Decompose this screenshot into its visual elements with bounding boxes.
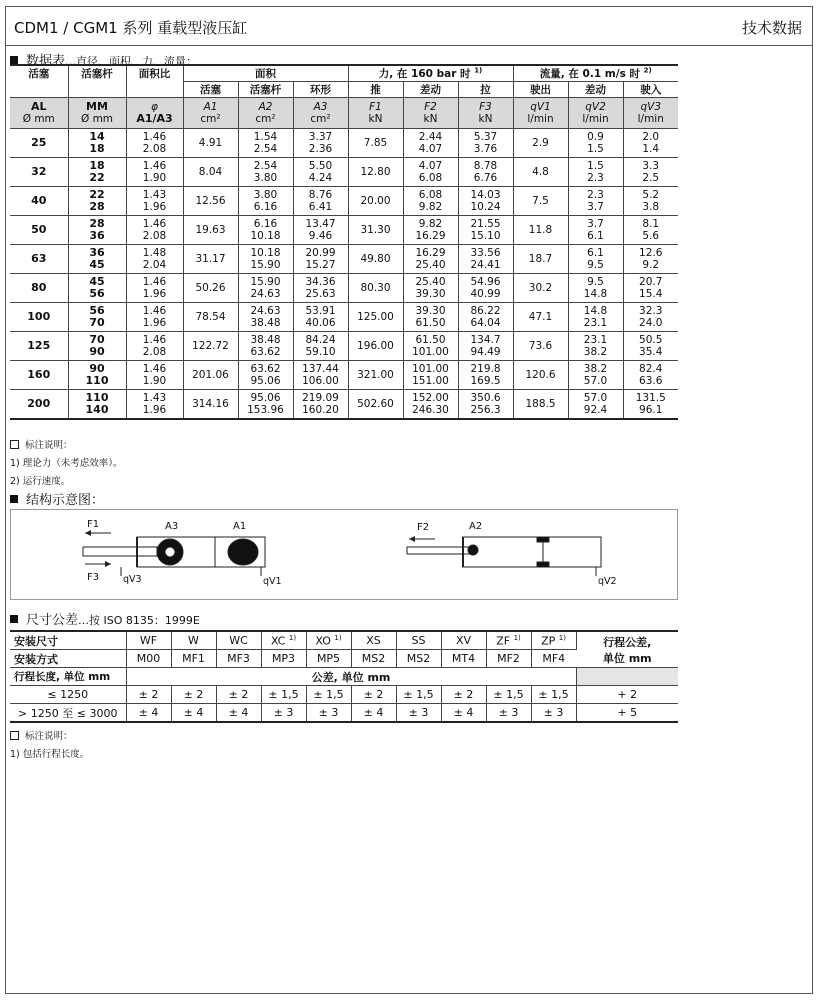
tolerance-value: ± 3 — [531, 704, 576, 723]
tolerance-value: ± 2 — [126, 686, 171, 704]
col-rod: 活塞杆 — [68, 65, 126, 82]
tolerance-unit-label: 公差, 单位 mm — [126, 668, 576, 686]
cell-mm: 18 22 — [68, 158, 126, 187]
cell-phi: 1.46 1.96 — [126, 303, 183, 332]
cell-a2: 3.80 6.16 — [238, 187, 293, 216]
label-f1: F1 — [87, 519, 100, 530]
cell-phi: 1.48 2.04 — [126, 245, 183, 274]
mount-8: MF2 — [486, 650, 531, 668]
tolerance-value: ± 1,5 — [486, 686, 531, 704]
cylinder-schematic — [11, 510, 677, 599]
mount-6: MS2 — [396, 650, 441, 668]
cell-f1: 49.80 — [348, 245, 403, 274]
cell-a2: 95.06 153.96 — [238, 390, 293, 420]
table-row — [10, 390, 678, 420]
table-row — [10, 332, 678, 361]
cell-q1: 120.6 — [513, 361, 568, 390]
col-force-pull: 拉 — [458, 82, 513, 98]
cell-mm: 45 56 — [68, 274, 126, 303]
cell-a1: 31.17 — [183, 245, 238, 274]
cell-mm: 90 110 — [68, 361, 126, 390]
cell-q1: 11.8 — [513, 216, 568, 245]
tolerance-value: ± 3 — [396, 704, 441, 723]
dim-xs: XS — [351, 631, 396, 650]
tolerance-value: ± 4 — [171, 704, 216, 723]
section-tolerance-title: 尺寸公差…按 ISO 8135：1999E — [10, 609, 200, 628]
cell-a3: 8.76 6.41 — [293, 187, 348, 216]
cell-a2: 6.16 10.18 — [238, 216, 293, 245]
cell-a3: 137.44 106.00 — [293, 361, 348, 390]
cell-q1: 4.8 — [513, 158, 568, 187]
cell-q2: 0.9 1.5 — [568, 129, 623, 158]
cell-a2: 15.90 24.63 — [238, 274, 293, 303]
header-right-label: 技术数据 — [741, 19, 802, 37]
section-diagram-title: 结构示意图： — [10, 489, 104, 508]
structure-diagram — [10, 509, 678, 600]
cell-f1: 196.00 — [348, 332, 403, 361]
table-row — [10, 216, 678, 245]
cell-al: 63 — [10, 245, 68, 274]
tolerance-value: ± 2 — [171, 686, 216, 704]
cell-f1: 20.00 — [348, 187, 403, 216]
tolerance-value: ± 2 — [351, 686, 396, 704]
tolerance-value: ± 4 — [216, 704, 261, 723]
cell-mm: 70 90 — [68, 332, 126, 361]
table-row — [10, 361, 678, 390]
arrow-f1-head — [85, 530, 91, 536]
tolerance-value: ± 3 — [306, 704, 351, 723]
tolerance-value: ± 3 — [261, 704, 306, 723]
col-area: 面积 — [183, 65, 348, 82]
cell-a1: 19.63 — [183, 216, 238, 245]
cell-q1: 30.2 — [513, 274, 568, 303]
cylinder-right — [407, 537, 601, 576]
cell-mm: 14 18 — [68, 129, 126, 158]
cell-al: 50 — [10, 216, 68, 245]
cell-f1: 125.00 — [348, 303, 403, 332]
col-area-rod: 活塞杆 — [238, 82, 293, 98]
cell-al: 40 — [10, 187, 68, 216]
dim-xo: XO $^{1)}$ — [306, 631, 351, 650]
mount-2: MF3 — [216, 650, 261, 668]
mount-5: MS2 — [351, 650, 396, 668]
stroke-range: > 1250 至 ≤ 3000 — [10, 704, 126, 723]
tolerance-table — [10, 630, 678, 723]
cell-f2: 152.00 246.30 — [403, 390, 458, 420]
cell-q3: 82.4 63.6 — [623, 361, 678, 390]
cell-q3: 3.3 2.5 — [623, 158, 678, 187]
row-label-mount-type: 安装方式 — [10, 650, 126, 668]
label-f3: F3 — [87, 572, 100, 583]
tolerance-value: ± 3 — [486, 704, 531, 723]
cell-al: 100 — [10, 303, 68, 332]
cell-f2: 9.82 16.29 — [403, 216, 458, 245]
cell-f3: 134.7 94.49 — [458, 332, 513, 361]
cell-f1: 502.60 — [348, 390, 403, 420]
cell-f2: 4.07 6.08 — [403, 158, 458, 187]
cell-a2: 10.18 15.90 — [238, 245, 293, 274]
section-data-table-title: 数据表…直径、面积、力、流量： — [10, 50, 197, 69]
tolerance-value: ± 1,5 — [531, 686, 576, 704]
tolerance-value: ± 1,5 — [396, 686, 441, 704]
mount-4: MP5 — [306, 650, 351, 668]
dim-zf: ZF $^{1)}$ — [486, 631, 531, 650]
cell-q2: 14.8 23.1 — [568, 303, 623, 332]
cell-q3: 12.6 9.2 — [623, 245, 678, 274]
cell-mm: 22 28 — [68, 187, 126, 216]
col-flow-diff: 差动 — [568, 82, 623, 98]
label-a3: A3 — [165, 521, 179, 532]
cell-phi: 1.46 1.96 — [126, 274, 183, 303]
tolerance-value: ± 1,5 — [306, 686, 351, 704]
cell-phi: 1.43 1.96 — [126, 187, 183, 216]
cell-a3: 84.24 59.10 — [293, 332, 348, 361]
cell-a3: 34.36 25.63 — [293, 274, 348, 303]
cell-a2: 2.54 3.80 — [238, 158, 293, 187]
cell-a1: 122.72 — [183, 332, 238, 361]
arrow-f3-head — [105, 561, 111, 567]
cell-phi: 1.46 1.90 — [126, 361, 183, 390]
cell-q3: 2.0 1.4 — [623, 129, 678, 158]
cell-q2: 23.1 38.2 — [568, 332, 623, 361]
cell-q1: 188.5 — [513, 390, 568, 420]
tolerance-value: ± 4 — [441, 704, 486, 723]
mount-9: MF4 — [531, 650, 576, 668]
cell-q1: 7.5 — [513, 187, 568, 216]
label-qv1: qV1 — [263, 576, 282, 587]
note-box-icon — [10, 731, 19, 740]
cell-q2: 9.5 14.8 — [568, 274, 623, 303]
cell-a1: 314.16 — [183, 390, 238, 420]
cell-al: 160 — [10, 361, 68, 390]
bullet-square-icon — [10, 495, 18, 503]
col-force-diff: 差动 — [403, 82, 458, 98]
cell-a3: 219.09 160.20 — [293, 390, 348, 420]
cell-a2: 63.62 95.06 — [238, 361, 293, 390]
table-row — [10, 686, 678, 704]
cell-q3: 32.3 24.0 — [623, 303, 678, 332]
arrow-f2-head — [409, 536, 415, 542]
label-f2: F2 — [417, 522, 430, 533]
cell-a2: 38.48 63.62 — [238, 332, 293, 361]
bullet-square-icon — [10, 56, 18, 64]
dim-xc: XC $^{1)}$ — [261, 631, 306, 650]
col-area-piston: 活塞 — [183, 82, 238, 98]
stroke-tolerance-header: 行程公差, 单位 mm — [576, 631, 678, 668]
cell-f1: 321.00 — [348, 361, 403, 390]
cell-mm: 36 45 — [68, 245, 126, 274]
cell-mm: 56 70 — [68, 303, 126, 332]
tolerance-value: ± 2 — [216, 686, 261, 704]
cell-f3: 86.22 64.04 — [458, 303, 513, 332]
tolerance-value: ± 2 — [441, 686, 486, 704]
table-row — [10, 158, 678, 187]
cell-f3: 350.6 256.3 — [458, 390, 513, 420]
cell-a3: 3.37 2.36 — [293, 129, 348, 158]
cell-q1: 73.6 — [513, 332, 568, 361]
cell-f3: 8.78 6.76 — [458, 158, 513, 187]
cell-a3: 20.99 15.27 — [293, 245, 348, 274]
cell-al: 32 — [10, 158, 68, 187]
cell-a1: 8.04 — [183, 158, 238, 187]
cell-mm: 28 36 — [68, 216, 126, 245]
cell-f1: 7.85 — [348, 129, 403, 158]
dim-zp: ZP $^{1)}$ — [531, 631, 576, 650]
tolerance-value: ± 4 — [351, 704, 396, 723]
col-flow: 流量, 在 0.1 m/s 时 $^{2)}$ — [513, 65, 678, 82]
bullet-square-icon — [10, 615, 18, 623]
stroke-tolerance-value: + 2 — [576, 686, 678, 704]
col-area-ring: 环形 — [293, 82, 348, 98]
cell-q1: 2.9 — [513, 129, 568, 158]
cell-f1: 80.30 — [348, 274, 403, 303]
cell-phi: 1.43 1.96 — [126, 390, 183, 420]
cell-q1: 18.7 — [513, 245, 568, 274]
cell-q3: 20.7 15.4 — [623, 274, 678, 303]
page-header — [6, 7, 812, 46]
page-title: CDM1 / CGM1 系列 重载型液压缸 — [14, 19, 248, 37]
cell-f2: 25.40 39.30 — [403, 274, 458, 303]
cell-a2: 24.63 38.48 — [238, 303, 293, 332]
cell-a1: 4.91 — [183, 129, 238, 158]
cell-f2: 2.44 4.07 — [403, 129, 458, 158]
note-box-icon — [10, 440, 19, 449]
cell-phi: 1.46 2.08 — [126, 129, 183, 158]
dim-w: W — [171, 631, 216, 650]
data-table — [10, 64, 678, 420]
table-row — [10, 129, 678, 158]
table-row — [10, 303, 678, 332]
mount-1: MF1 — [171, 650, 216, 668]
cylinder-left — [83, 537, 265, 576]
cell-f3: 14.03 10.24 — [458, 187, 513, 216]
cell-f1: 31.30 — [348, 216, 403, 245]
stroke-tolerance-value: + 5 — [576, 704, 678, 723]
cell-al: 25 — [10, 129, 68, 158]
cell-f3: 33.56 24.41 — [458, 245, 513, 274]
cell-f3: 21.55 15.10 — [458, 216, 513, 245]
label-qv3: qV3 — [123, 574, 142, 585]
table-row — [10, 245, 678, 274]
cell-q2: 6.1 9.5 — [568, 245, 623, 274]
mount-0: M00 — [126, 650, 171, 668]
notes-1: 标注说明： 1) 理论力（未考虑效率）。 2) 运行速度。 — [10, 440, 123, 487]
cell-al: 200 — [10, 390, 68, 420]
cell-q3: 131.5 96.1 — [623, 390, 678, 420]
row-label-stroke-length: 行程长度, 单位 mm — [10, 668, 126, 686]
cell-f2: 39.30 61.50 — [403, 303, 458, 332]
cell-a1: 78.54 — [183, 303, 238, 332]
cell-f1: 12.80 — [348, 158, 403, 187]
cell-f2: 61.50 101.00 — [403, 332, 458, 361]
cell-a3: 5.50 4.24 — [293, 158, 348, 187]
cell-a1: 50.26 — [183, 274, 238, 303]
col-flow-out: 驶出 — [513, 82, 568, 98]
cell-al: 125 — [10, 332, 68, 361]
tolerance-value: ± 4 — [126, 704, 171, 723]
label-qv2: qV2 — [598, 576, 617, 587]
col-flow-in: 驶入 — [623, 82, 678, 98]
cell-f3: 54.96 40.99 — [458, 274, 513, 303]
table-row — [10, 274, 678, 303]
cell-f3: 219.8 169.5 — [458, 361, 513, 390]
cell-f2: 6.08 9.82 — [403, 187, 458, 216]
tolerance-value: ± 1,5 — [261, 686, 306, 704]
dim-wc: WC — [216, 631, 261, 650]
cell-q1: 47.1 — [513, 303, 568, 332]
stroke-range: ≤ 1250 — [10, 686, 126, 704]
cell-a3: 13.47 9.46 — [293, 216, 348, 245]
cell-q3: 5.2 3.8 — [623, 187, 678, 216]
units-row: AL Ø mm MM Ø mm φ A1/A3 A1 cm² A2 cm² A3 cm² F1 kN F2 kN F3 kN qV1 l/min qV2 l/min qV3 l/min — [10, 98, 678, 129]
cell-q3: 50.5 35.4 — [623, 332, 678, 361]
label-a1: A1 — [233, 521, 247, 532]
cell-q2: 57.0 92.4 — [568, 390, 623, 420]
cell-q2: 2.3 3.7 — [568, 187, 623, 216]
cell-f2: 101.00 151.00 — [403, 361, 458, 390]
cell-al: 80 — [10, 274, 68, 303]
cell-q2: 1.5 2.3 — [568, 158, 623, 187]
mount-3: MP3 — [261, 650, 306, 668]
cell-q2: 38.2 57.0 — [568, 361, 623, 390]
cell-f2: 16.29 25.40 — [403, 245, 458, 274]
cell-a3: 53.91 40.06 — [293, 303, 348, 332]
col-ratio: 面积比 — [126, 65, 183, 82]
cell-a1: 201.06 — [183, 361, 238, 390]
cell-a2: 1.54 2.54 — [238, 129, 293, 158]
dim-xv: XV — [441, 631, 486, 650]
table-row — [10, 704, 678, 723]
col-force: 力, 在 160 bar 时 $^{1)}$ — [348, 65, 513, 82]
col-piston: 活塞 — [10, 65, 68, 82]
cell-phi: 1.46 2.08 — [126, 216, 183, 245]
cell-a1: 12.56 — [183, 187, 238, 216]
notes-2: 标注说明： 1) 包括行程长度。 — [10, 731, 90, 760]
cell-phi: 1.46 2.08 — [126, 332, 183, 361]
col-force-push: 推 — [348, 82, 403, 98]
row-label-mount-dim: 安装尺寸 — [10, 631, 126, 650]
cell-q2: 3.7 6.1 — [568, 216, 623, 245]
cell-phi: 1.46 1.90 — [126, 158, 183, 187]
dim-wf: WF — [126, 631, 171, 650]
mount-7: MT4 — [441, 650, 486, 668]
cell-q3: 8.1 5.6 — [623, 216, 678, 245]
dim-ss: SS — [396, 631, 441, 650]
cell-mm: 110 140 — [68, 390, 126, 420]
table-row — [10, 187, 678, 216]
label-a2: A2 — [469, 521, 483, 532]
cell-f3: 5.37 3.76 — [458, 129, 513, 158]
